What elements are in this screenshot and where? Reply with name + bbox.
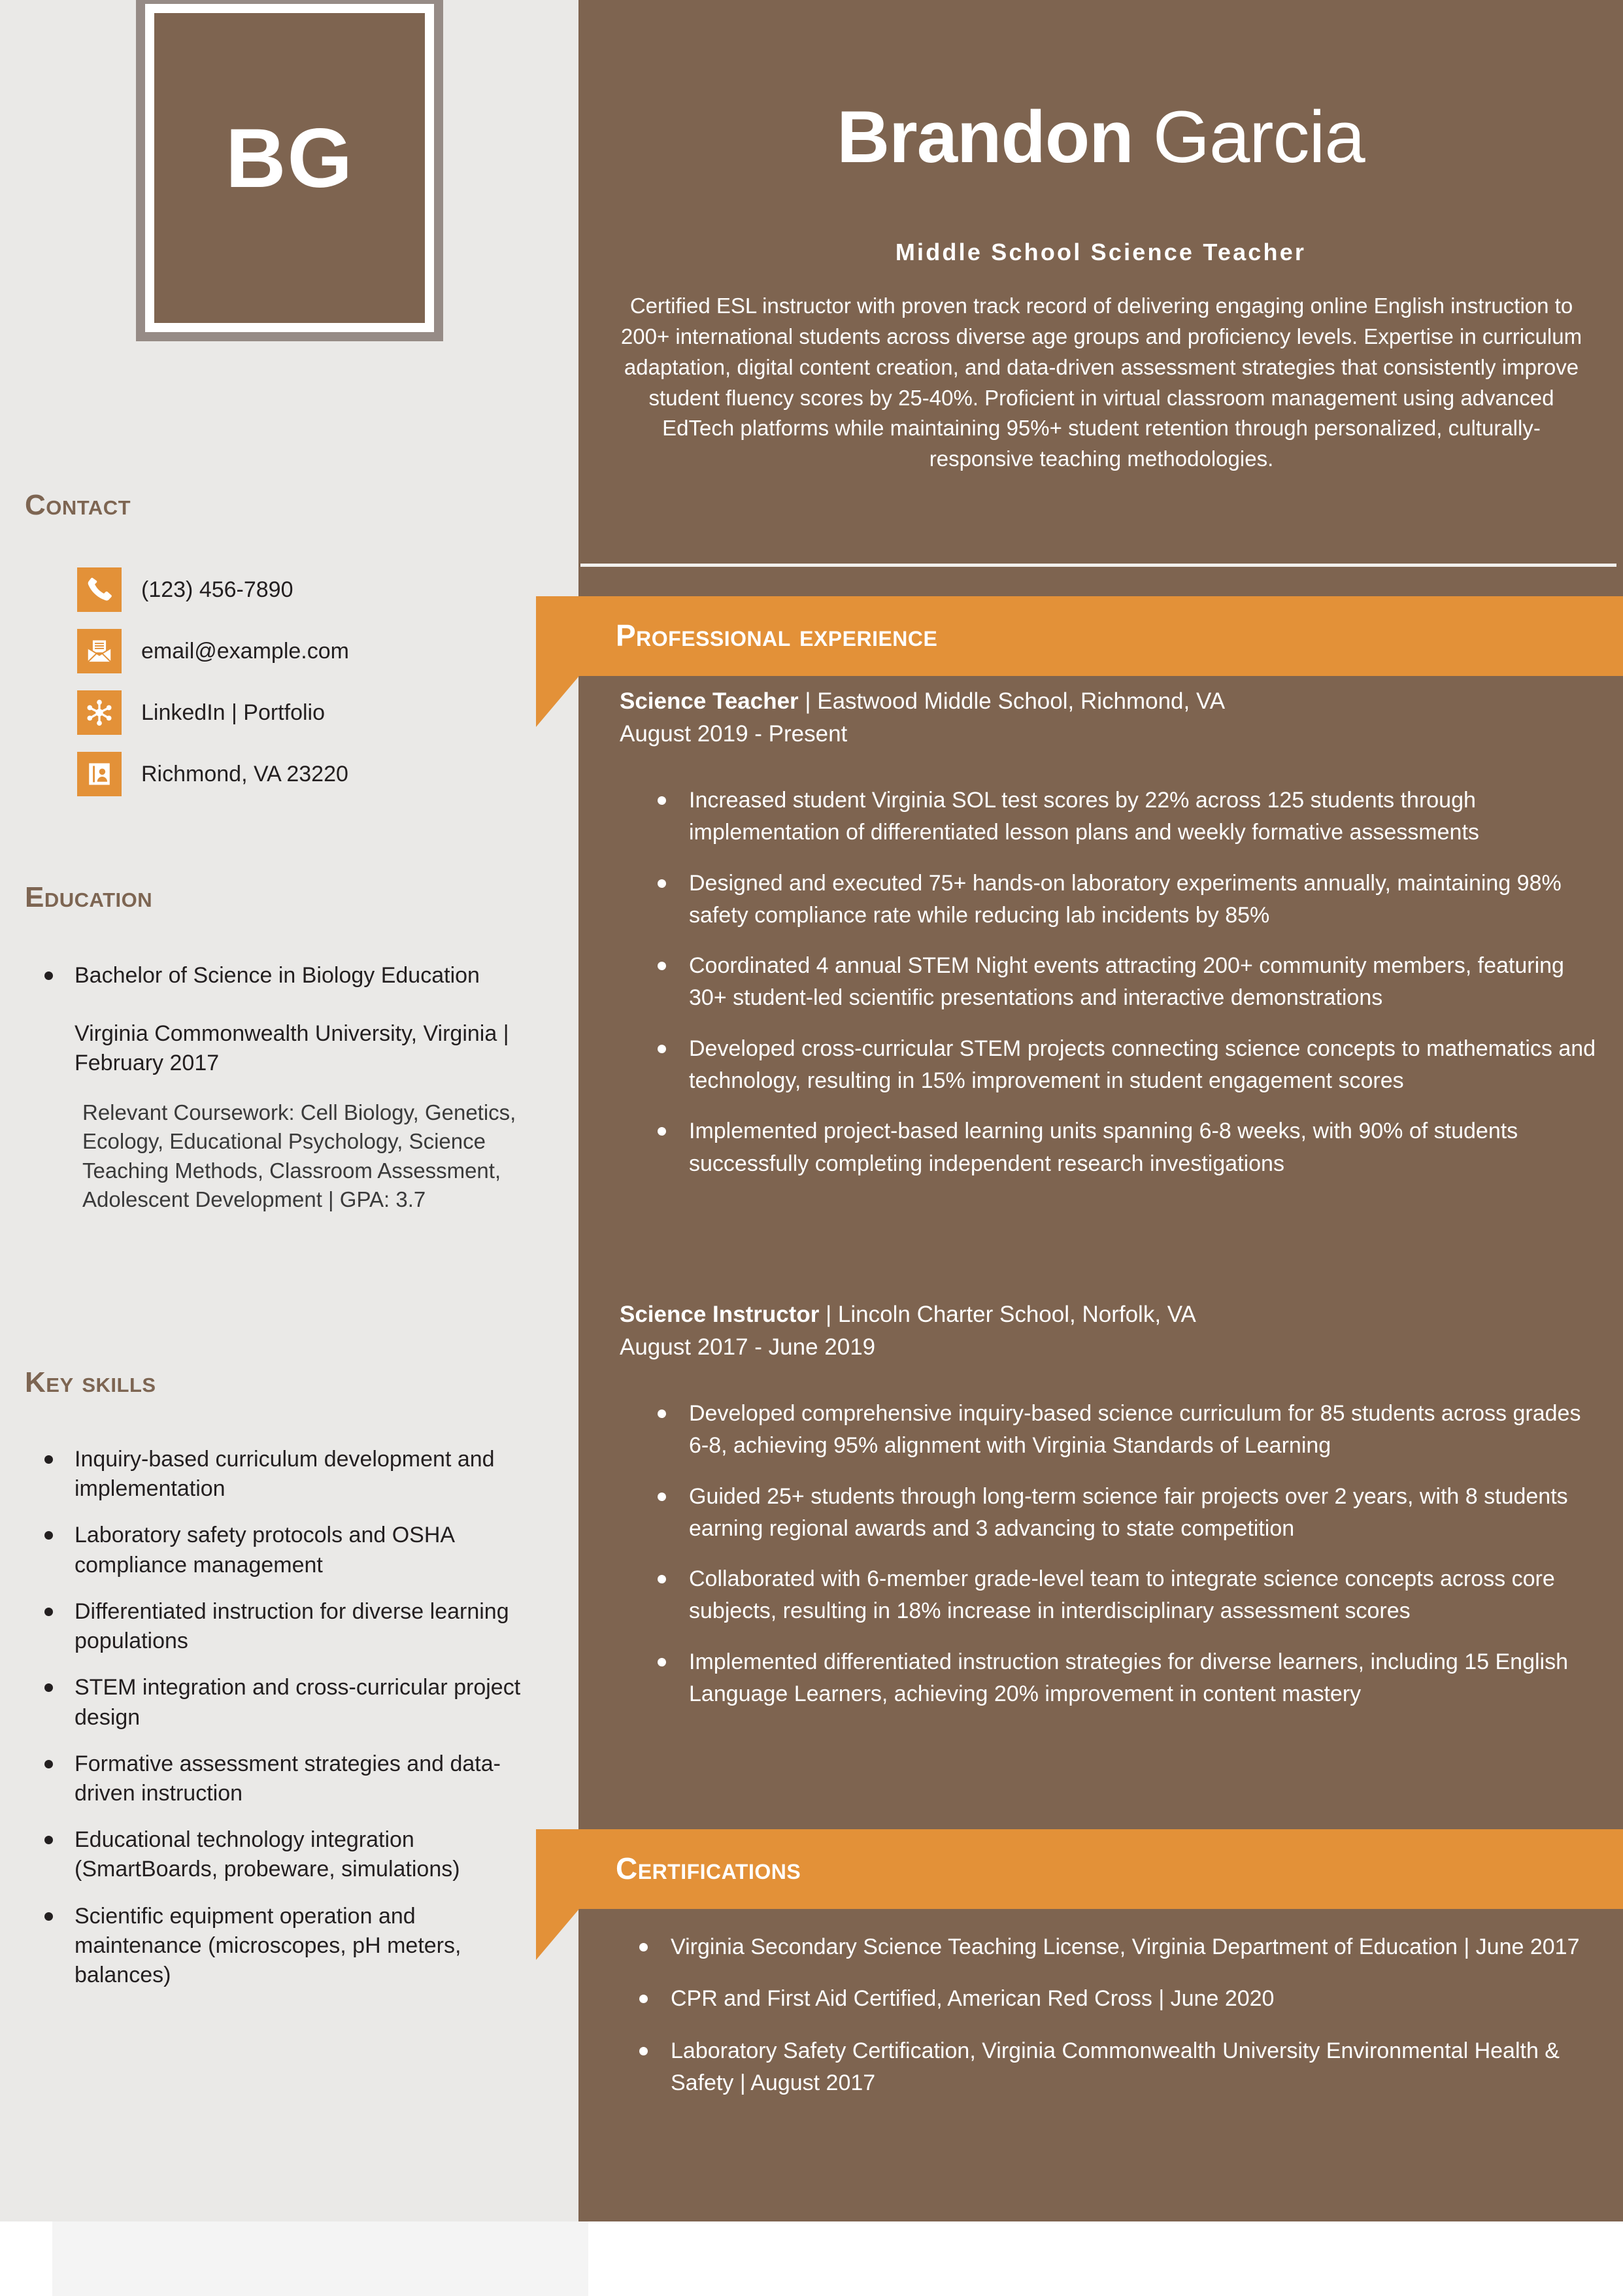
page-title (578, 98, 1623, 177)
list-item: Collaborated with 6-member grade-level team to integrate science concepts across core subjects, resulting in 18% increase in interdisciplinary assessment scores (689, 1563, 1607, 1628)
list-item: Differentiated instruction for diverse learning populations (75, 1597, 548, 1656)
contact-email-text: email@example.com (141, 638, 349, 664)
network-share-icon (77, 690, 122, 735)
key-skills-block (25, 1445, 548, 2007)
banner-tail-certifications (536, 1909, 579, 1960)
education-list (25, 961, 548, 1215)
section-heading-experience: Professional experience (616, 618, 938, 652)
experience-job-2 (620, 1298, 1607, 1363)
experience-job-2-bullets (620, 1398, 1607, 1729)
header-divider (580, 564, 1616, 567)
list-item: CPR and First Aid Certified, American Red Cross | June 2020 (671, 1983, 1607, 2015)
contact-item-email[interactable] (77, 629, 349, 673)
job-title-line (620, 1298, 1607, 1331)
section-banner-certifications (536, 1829, 1623, 1909)
job-bullet-list (620, 1398, 1607, 1710)
job-dates: August 2017 - June 2019 (620, 1334, 876, 1360)
monogram-initials: BG (226, 112, 354, 205)
certifications-block (620, 1931, 1607, 2119)
list-item: Developed cross-curricular STEM projects connecting science concepts to mathematics and technology, resulting in 15% improvement in student engagement scores (689, 1033, 1607, 1098)
list-item: Developed comprehensive inquiry-based science curriculum for 85 students across grades 6-8, achieving 95% alignment with Virginia Standards of Learning (689, 1398, 1607, 1462)
list-item: Formative assessment strategies and data-driven instruction (75, 1749, 548, 1808)
list-item: Inquiry-based curriculum development and implementation (75, 1445, 548, 1504)
list-item: STEM integration and cross-curricular project design (75, 1673, 548, 1732)
experience-job-1-bullets (620, 785, 1607, 1198)
list-item: Educational technology integration (SmartBoards, probeware, simulations) (75, 1825, 548, 1884)
envelope-icon (77, 629, 122, 673)
professional-summary: Certified ESL instructor with proven track record of delivering engaging online English instruction to 200+ international students across diverse age groups and proficiency levels. Expertise in curriculum adaptation, digital content creation, and data-driven assessment strategies that consistently improve student fluency scores by 25-40%. Proficient in virtual classroom management using advanced EdTech platforms while maintaining 95%+ student retention through personalized, culturally-responsive teaching methodologies. (620, 294, 1582, 471)
job-title: Middle School Science Teacher (895, 239, 1307, 265)
section-banner-experience (536, 596, 1623, 676)
section-heading-education: Education (25, 881, 153, 913)
job-title-line (620, 685, 1607, 718)
list-item: Designed and executed 75+ hands-on laboratory experiments annually, maintaining 98% safety compliance rate while reducing lab incidents by 85% (689, 868, 1607, 932)
contact-item-location[interactable] (77, 752, 348, 796)
list-item: Implemented project-based learning units spanning 6-8 weeks, with 90% of students successfully completing independent research investigations (689, 1115, 1607, 1180)
page-shadow-panel (52, 2221, 588, 2296)
key-skills-list (25, 1445, 548, 1990)
monogram-inner-frame (145, 4, 434, 332)
banner-tail-experience (536, 676, 579, 727)
list-item: Scientific equipment operation and maintenance (microscopes, pH meters, balances) (75, 1902, 548, 1991)
education-block (25, 961, 548, 1232)
job-role: Science Teacher (620, 688, 799, 714)
first-name: Brandon (837, 96, 1133, 178)
phone-icon (77, 567, 122, 612)
list-item: Implemented differentiated instruction strategies for diverse learners, including 15 English Language Learners, achieving 20% improvement in content mastery (689, 1646, 1607, 1711)
education-coursework: Relevant Coursework: Cell Biology, Genetics, Ecology, Educational Psychology, Science Teaching Methods, Classroom Assessment, Adolescent Development | GPA: 3.7 (82, 1100, 516, 1212)
job-role: Science Instructor (620, 1302, 820, 1327)
education-school: Virginia Commonwealth University, Virginia | February 2017 (75, 1021, 509, 1076)
job-bullet-list (620, 785, 1607, 1180)
monogram-logo (136, 0, 443, 341)
last-name: Garcia (1152, 96, 1365, 178)
section-heading-contact: Contact (25, 489, 131, 521)
contact-card-icon (77, 752, 122, 796)
section-heading-key-skills: Key skills (25, 1366, 156, 1398)
list-item: Laboratory Safety Certification, Virginia Commonwealth University Environmental Health & Safety | August 2017 (671, 2035, 1607, 2100)
contact-item-links[interactable] (77, 690, 325, 735)
education-degree: Bachelor of Science in Biology Education (75, 963, 480, 988)
experience-job-1 (620, 685, 1607, 750)
job-dates: August 2019 - Present (620, 720, 848, 747)
job-company: | Lincoln Charter School, Norfolk, VA (819, 1302, 1196, 1327)
list-item: Coordinated 4 annual STEM Night events attracting 200+ community members, featuring 30+ student-led scientific presentations and interactive demonstrations (689, 950, 1607, 1015)
list-item: Guided 25+ students through long-term science fair projects over 2 years, with 8 students earning regional awards and 3 advancing to state competition (689, 1481, 1607, 1545)
education-item (75, 961, 548, 1215)
list-item: Increased student Virginia SOL test scores by 22% across 125 students through implementation of differentiated lesson plans and weekly formative assessments (689, 785, 1607, 849)
contact-phone-text: (123) 456-7890 (141, 577, 293, 602)
contact-item-phone[interactable] (77, 567, 293, 612)
list-item: Laboratory safety protocols and OSHA compliance management (75, 1521, 548, 1579)
contact-location-text: Richmond, VA 23220 (141, 761, 348, 786)
section-heading-certifications: Certifications (616, 1851, 801, 1885)
list-item: Virginia Secondary Science Teaching License, Virginia Department of Education | June 2017 (671, 1931, 1607, 1963)
certifications-list (620, 1931, 1607, 2099)
contact-links-text: LinkedIn | Portfolio (141, 700, 325, 725)
job-company: | Eastwood Middle School, Richmond, VA (798, 688, 1226, 714)
